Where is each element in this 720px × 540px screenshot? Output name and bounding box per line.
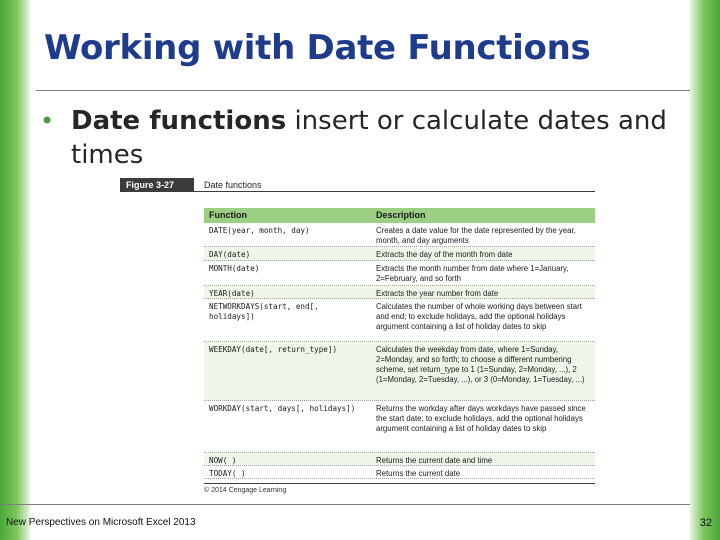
function-cell: DAY(date) [209,250,251,259]
function-cell: MONTH(date) [209,264,260,273]
slide-title: Working with Date Functions [44,28,591,68]
description-cell: Returns the current date [376,469,461,478]
footer-text: New Perspectives on Microsoft Excel 2013 [6,517,196,528]
title-divider [36,90,690,91]
table-row [204,286,595,299]
footer-divider [0,504,690,505]
function-cell: NETWORKDAYS(start, end[, holidays]) [209,302,319,321]
table-row [204,453,595,466]
figure-number: Figure 3-27 [120,178,194,192]
function-cell: DATE(year, month, day) [209,226,310,235]
function-cell: YEAR(date) [209,289,255,298]
description-cell: Calculates the weekday from date, where 1=Sunday, 2=Monday, and so forth; to choose a different numbering scheme, set return_type to 1 (1=Sunday, 2=Monday, ...), 2 (1=Monday, 2=Tuesday, ...), or 3 (0=Monday, 1=Tuesday, ...) [376,345,585,384]
figure-title: Date functions [204,180,262,190]
figure-header-rule [194,191,595,192]
table-row [204,342,595,401]
figure-bottom-rule [204,483,595,484]
description-cell: Returns the workday after days workdays have passed since the start date; to exclude holidays, add the optional holidays argument containing a list of holiday dates to skip [376,404,586,433]
left-decorative-bar [0,0,30,540]
function-cell: TODAY( ) [209,469,246,478]
column-header-description: Description [376,210,426,220]
table-row [204,401,595,453]
function-cell: WEEKDAY(date[, return_type]) [209,345,338,354]
description-cell: Returns the current date and time [376,456,493,465]
table-row [204,466,595,479]
figure-header [120,178,595,192]
date-functions-figure [120,178,595,498]
description-cell: Creates a date value for the date represented by the year, month, and day arguments [376,226,576,245]
page-number: 32 [699,517,712,529]
description-cell: Extracts the month number from date where 1=January, 2=February, and so forth [376,264,569,283]
table-header [204,208,595,223]
right-decorative-bar [690,0,720,540]
table-row [204,223,595,247]
function-cell: NOW( ) [209,456,237,465]
column-header-function: Function [209,210,247,220]
description-cell: Extracts the year number from date [376,289,499,298]
functions-table [204,208,595,479]
bullet-text [71,104,671,172]
figure-copyright: © 2014 Cengage Learning [204,487,287,494]
description-cell: Calculates the number of whole working days between start and end; to exclude holidays, add the optional holidays argument containing a list of holiday dates to skip [376,302,582,331]
bullet-rest-text: insert or calculate dates and times [71,106,667,170]
table-row [204,261,595,286]
function-cell: WORKDAY(start, days[, holidays]) [209,404,356,413]
table-body [204,223,595,479]
description-cell: Extracts the day of the month from date [376,250,513,259]
table-row [204,299,595,342]
bullet-dot-icon: • [40,107,55,135]
table-row [204,247,595,261]
bullet-strong-text: Date functions [71,106,287,136]
